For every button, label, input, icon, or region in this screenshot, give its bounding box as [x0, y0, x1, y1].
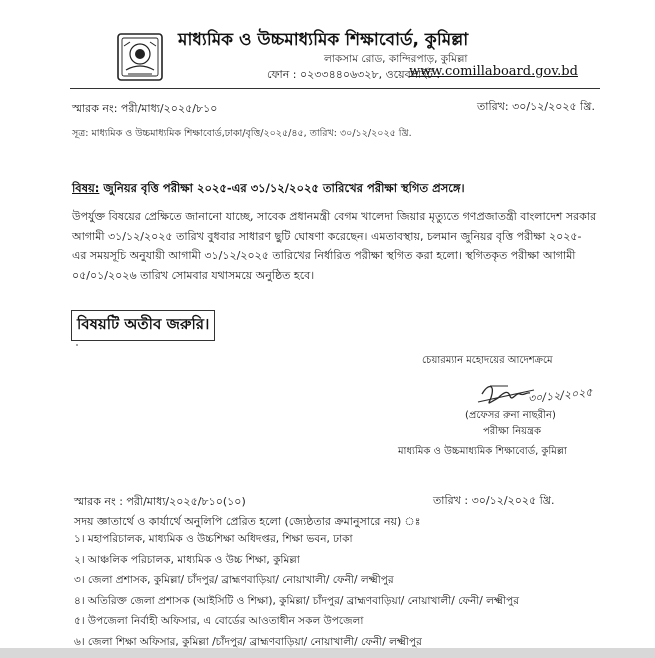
subject-label: বিষয়: [72, 181, 100, 195]
stray-mark [76, 344, 78, 346]
handwritten-signature-date: ৩০/১২/২০২৫ [527, 385, 594, 406]
memo-reference-number: স্মারক নং: পরী/মাধ্য/২০২৫/৮১০ [72, 102, 218, 115]
copy-reference-number: স্মারক নং : পরী/মাধ্য/২০২৫/৮১০(১০) [74, 495, 246, 508]
page-bottom-edge [0, 648, 655, 658]
list-item: ৬। জেলা শিক্ষা অফিসার, কুমিল্লা /চাঁদপুর/ ব্রাহ্মণবাড়িয়া/ নোয়াখালী/ ফেনী/ লক্ষ্মীপুর [74, 635, 422, 648]
body-line: আগামী ৩১/১২/২০২৫ তারিখ বুধবার সাধারণ ছুটি ঘোষণা করেছেন। এমতাবস্থায়, চলমান জুনিয়র বৃত্তি পরীক্ষা ২০২৫- [72, 229, 582, 243]
list-item: ৫। উপজেলা নির্বাহী অফিসার, এ বোর্ডের আওতাধীন সকল উপজেলা [74, 615, 364, 627]
body-paragraph [72, 207, 607, 285]
copy-distribution-list [74, 532, 519, 655]
copy-distribution-intro: সদয় জ্ঞাতার্থে ও কার্যার্থে অনুলিপি প্রেরিত হলো (জ্যেষ্ঠতার ক্রমানুসারে নয়) ঃ [74, 515, 421, 528]
signatory-organization: মাধ্যমিক ও উচ্চমাধ্যমিক শিক্ষাবোর্ড, কুমিল্লা [398, 446, 567, 457]
list-item: ৪। অতিরিক্ত জেলা প্রশাসক (আইসিটি ও শিক্ষা), কুমিল্লা/ চাঁদপুর/ ব্রাহ্মণবাড়িয়া/ নোয়াখালী/ ফেনী/ লক্ষ্মীপুর [74, 594, 520, 607]
list-item: ১। মহাপরিচালক, মাধ্যমিক ও উচ্চশিক্ষা অধিদপ্তর, শিক্ষা ভবন, ঢাকা [74, 533, 353, 545]
signature-order-line: চেয়ারম্যান মহোদয়ের আদেশক্রমে [422, 355, 553, 366]
memo-source-reference: সূত্র: মাধ্যমিক ও উচ্চমাধ্যমিক শিক্ষাবোর্ড,ঢাকা/বৃত্তি/২০২৫/৪৫, তারিখ: ৩০/১২/২০২৫ খ্রি. [72, 128, 412, 139]
board-title: মাধ্যমিক ও উচ্চমাধ্যমিক শিক্ষাবোর্ড, কুমিল্লা [178, 30, 469, 50]
body-line: এর সময়সূচি অনুযায়ী আগামী ৩১/১২/২০২৫ তারিখের নির্ধারিত পরীক্ষা স্থগিত করা হলো। স্থগিতকৃত পরীক্ষা আগামী [72, 249, 576, 262]
list-item: ২। আঞ্চলিক পরিচালক, মাধ্যমিক ও উচ্চ শিক্ষা, কুমিল্লা [74, 553, 300, 566]
subject-line [72, 180, 465, 199]
board-seal-logo [116, 32, 164, 82]
signatory-designation: পরীক্ষা নিয়ন্ত্রক [483, 426, 541, 437]
board-website-link[interactable]: www.comillaboard.gov.bd [409, 64, 578, 79]
board-phone-line: ফোন : ০২৩৩৪৪০৬৩২৮, ওয়েবসাইট : [267, 68, 441, 81]
copy-date: তারিখ : ৩০/১২/২০২৫ খ্রি. [433, 494, 555, 507]
board-address: লাকসাম রোড, কান্দিরপাড়, কুমিল্লা [324, 53, 468, 65]
body-line: ০৫/০১/২০২৬ তারিখ সোমবার যথাসময়ে অনুষ্ঠিত হবে। [72, 268, 315, 282]
signatory-name: (প্রফেসর রুনা নাছরীন) [465, 410, 556, 421]
memo-date: তারিখ: ৩০/১২/২০২৫ খ্রি. [477, 100, 595, 113]
header-divider [70, 88, 600, 89]
list-item: ৩। জেলা প্রশাসক, কুমিল্লা/ চাঁদপুর/ ব্রাহ্মণবাড়িয়া/ নোয়াখালী/ ফেনী/ লক্ষ্মীপুর [74, 574, 394, 586]
urgent-notice-box: বিষয়টি অতীব জরুরি। [71, 310, 215, 341]
body-line: উপর্যুক্ত বিষয়ের প্রেক্ষিতে জানানো যাচ্ছে, সাবেক প্রধানমন্ত্রী বেগম খালেদা জিয়ার মৃত্যুতে গণপ্রজাতন্ত্রী বাংলাদেশ সরকার [72, 210, 597, 223]
subject-text: জুনিয়র বৃত্তি পরীক্ষা ২০২৫-এর ৩১/১২/২০২৫ তারিখের পরীক্ষা স্থগিত প্রসঙ্গে। [103, 181, 465, 195]
